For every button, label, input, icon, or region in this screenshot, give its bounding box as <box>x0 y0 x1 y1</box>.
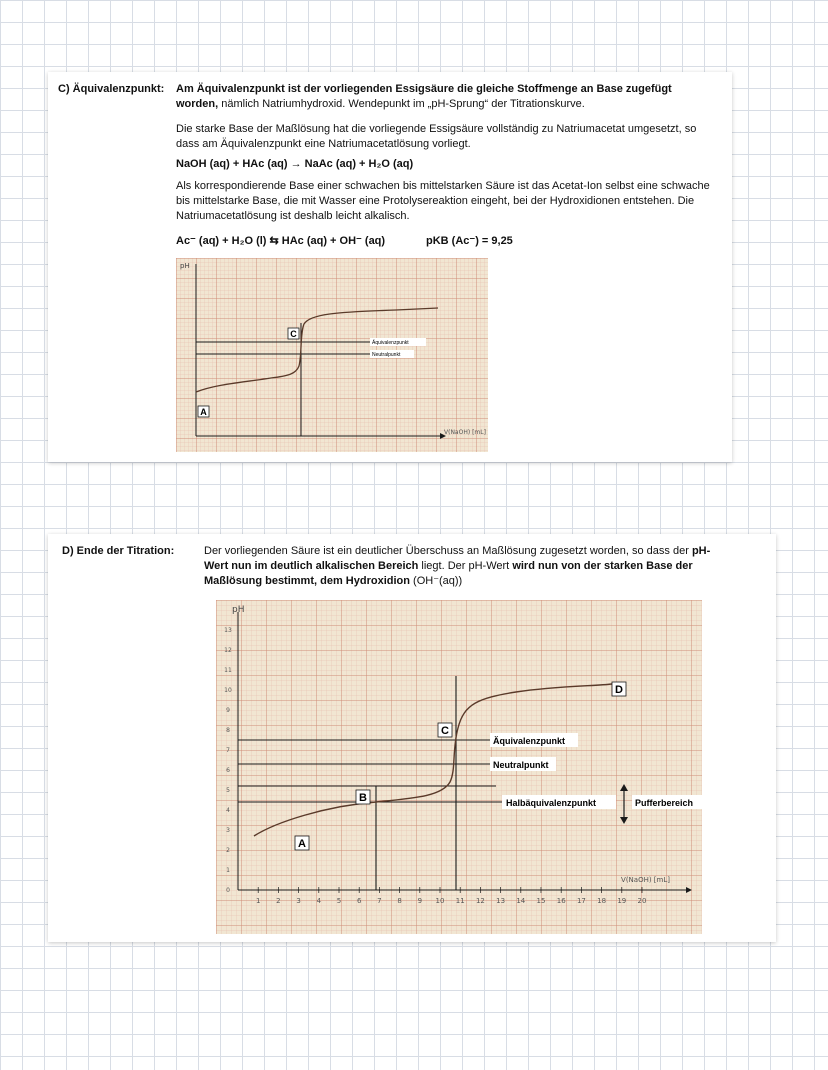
x-axis-label: V(NaOH) [mL] <box>444 429 486 436</box>
section-d-text-3: (OH⁻(aq)) <box>413 575 463 587</box>
x-tick-label: 8 <box>397 897 402 905</box>
x-tick-label: 14 <box>516 897 526 905</box>
y-tick-label: 7 <box>226 747 230 754</box>
x-tick-label: 20 <box>637 897 647 905</box>
point-c-label: C <box>441 725 449 737</box>
y-tick-label: 4 <box>226 807 230 814</box>
y-tick-label: 8 <box>226 727 230 734</box>
section-c-paragraph-3: Als korrespondierende Base einer schwachen bis mittelstarken Säure ist das Acetat-Ion selbst eine schwache bis mittelstarke Base, die mit Wasser eine Protolysereaktion eingeht, bei der Hydroxidionen entstehen. Die Natriumacetatlösung ist deshalb leicht alkalisch. <box>176 180 710 222</box>
x-tick-label: 13 <box>496 897 506 905</box>
section-d-text-1: Der vorliegenden Säure ist ein deutlicher Überschuss an Maßlösung zugesetzt worden, so dass der <box>204 545 689 557</box>
section-c-card <box>48 72 732 462</box>
section-c-intro <box>176 82 716 112</box>
y-tick-label: 0 <box>226 887 230 894</box>
section-c-intro-rest: nämlich Natriumhydroxid. Wendepunkt im „pH-Sprung“ der Titrationskurve. <box>221 98 585 110</box>
pufferbereich-label: Pufferbereich <box>635 798 694 808</box>
x-tick-label: 7 <box>377 897 382 905</box>
y-tick-label: 5 <box>226 787 230 794</box>
section-d-text-bold-1: pH-Wert nun im deutlich alkalischen Bereich <box>204 545 711 572</box>
x-tick-label: 9 <box>417 897 423 905</box>
section-d-text <box>204 544 734 589</box>
neutralpunkt-label: Neutralpunkt <box>372 352 401 358</box>
y-axis-label: pH <box>232 605 245 615</box>
y-tick-label: 9 <box>226 707 230 714</box>
titration-chart-d-svg <box>216 600 702 934</box>
aequivalenzpunkt-label: Äquivalenzpunkt <box>372 340 409 346</box>
y-tick-label: 12 <box>224 647 232 654</box>
x-tick-label: 1 <box>255 897 261 905</box>
aequivalenzpunkt-label: Äquivalenzpunkt <box>493 736 566 746</box>
section-d-card <box>48 534 776 942</box>
neutralpunkt-label: Neutralpunkt <box>493 760 549 770</box>
x-tick-label: 6 <box>356 897 362 905</box>
y-tick-label: 13 <box>224 627 232 634</box>
point-b-label: B <box>359 792 367 804</box>
point-a-label: A <box>298 838 306 850</box>
section-d-text-2: liegt. Der pH-Wert <box>421 560 510 572</box>
x-axis-label: V(NaOH) [mL] <box>621 876 670 884</box>
x-tick-label: 18 <box>597 897 607 905</box>
x-tick-label: 11 <box>455 897 465 905</box>
section-d-heading: D) Ende der Titration: <box>62 545 175 557</box>
section-c-equation-2: Ac⁻ (aq) + H₂O (l) ⇆ HAc (aq) + OH⁻ (aq) <box>176 235 386 247</box>
x-tick-label: 2 <box>276 897 281 905</box>
x-tick-label: 12 <box>475 897 485 905</box>
x-tick-label: 17 <box>576 897 586 905</box>
halbaequivalenzpunkt-label: Halbäquivalenzpunkt <box>506 798 597 808</box>
x-tick-label: 19 <box>617 897 627 905</box>
y-axis-label: pH <box>180 262 190 270</box>
x-tick-label: 16 <box>556 897 566 905</box>
point-d-label: D <box>615 684 623 696</box>
point-c-label: C <box>290 329 297 339</box>
x-tick-label: 4 <box>316 897 322 905</box>
x-tick-label: 15 <box>536 897 546 905</box>
titration-chart-d <box>216 600 702 934</box>
section-c-heading: C) Äquivalenzpunkt: <box>58 83 165 95</box>
point-a-label: A <box>200 407 207 417</box>
titration-chart-c <box>176 258 488 452</box>
x-tick-label: 3 <box>296 897 301 905</box>
y-tick-label: 1 <box>226 867 230 874</box>
y-tick-label: 11 <box>224 667 232 674</box>
y-tick-label: 6 <box>226 767 230 774</box>
section-c-intro-bold: Am Äquivalenzpunkt ist der vorliegenden Essigsäure die gleiche Stoffmenge an Base zugefügt worden, <box>176 83 672 110</box>
y-tick-label: 2 <box>226 847 230 854</box>
titration-chart-c-svg <box>176 258 488 452</box>
y-tick-label: 3 <box>226 827 230 834</box>
y-tick-label: 10 <box>224 687 232 694</box>
x-tick-label: 10 <box>435 897 445 905</box>
x-tick-label: 5 <box>336 897 342 905</box>
section-c-pk-value: pKB (Ac⁻) = 9,25 <box>426 235 513 247</box>
section-d-text-bold-2: wird nun von der starken Base der Maßlösung bestimmt, dem Hydroxidion <box>204 560 693 587</box>
section-c-equation-1: NaOH (aq) + HAc (aq) → NaAc (aq) + H₂O (aq) <box>176 158 414 170</box>
section-c-paragraph-2: Die starke Base der Maßlösung hat die vorliegende Essigsäure vollständig zu Natriumacetat umgesetzt, so dass am Äquivalenzpunkt eine Natriumacetatlösung vorliegt. <box>176 123 697 150</box>
